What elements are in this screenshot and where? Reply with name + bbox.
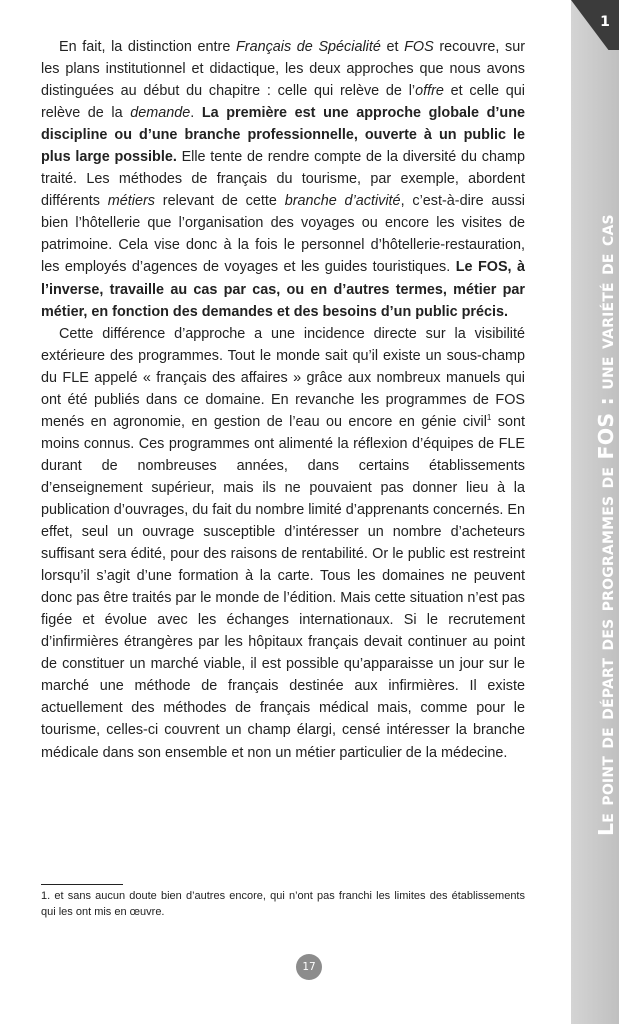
chapter-number: 1	[600, 14, 610, 30]
footnote-rule	[41, 884, 123, 885]
body-text	[41, 36, 525, 764]
italic-run: FOS	[404, 39, 434, 55]
text-run: .	[190, 105, 202, 122]
text-run: , c’est-à-dire aussi bien l’hôtellerie que l’organisation des voyages ou encore les visites de patrimoine. Cela vise donc à la fois le personnel d’hôtellerie-restauration, les employés d’agences de voyages et les guides touristiques.	[41, 193, 526, 276]
italic-run: Français de Spécialité	[235, 39, 381, 55]
text-run: et	[380, 39, 405, 55]
text-run: En fait, la distinction entre	[59, 39, 236, 55]
italic-run: branche d’activité	[284, 193, 401, 210]
italic-run: demande	[130, 105, 191, 122]
text-run: relevant de cette	[154, 193, 285, 210]
italic-run: offre	[415, 83, 444, 100]
bold-run: Le FOS, à l’inverse, travaille au cas par cas, ou en d’autres termes, métier par métier, en fonction des demandes et des besoins d’un public précis.	[41, 259, 526, 320]
footnote: 1. et sans aucun doute bien d’autres encore, qui n’ont pas franchi les limites des établissements qui les ont mis en œuvre.	[41, 890, 525, 918]
text-run: recouvre, sur les plans institutionnel et didactique, les deux approches que nous avons distinguées au début du chapitre : celle qui relève de l’	[41, 39, 525, 100]
text-run: sont moins connus. Ces programmes ont alimenté la réflexion d’équipes de FLE durant de nombreuses années, dans certains établissements d’enseignement supérieur, mais ils ne pouvaient pas donner lieu à la publication d’ouvrages, du fait du nombre limité d’apprenants concernés. En effet, seul un ouvrage susceptible d’intéresser un nombre d’acheteurs suffisant sera édité, pour des raisons de rentabilité. Or le public est restreint lorsqu’il s’agit d’une formation à la carte. Tous les domaines ne peuvent donc pas être traités par le monde de l’édition. Mais cette situation n’est pas figée et évolue avec les échanges internationaux. Si le recrutement d’infirmières étrangères par les hôpitaux français devait continuer au point de constituer un marché viable, il est possible qu’apparaisse un jour sur le marché une méthode de français destinée aux infirmières. Il existe actuellement des méthodes de français médical mais, comme pour le tourisme, celles-ci couvrent un champ élargi, censé intéresser la branche médicale dans son ensemble et non un métier particulier de la médecine.	[41, 413, 525, 761]
page-number: 17	[296, 954, 322, 980]
italic-run: métiers	[107, 193, 155, 210]
bold-run: La première est une approche globale d’une discipline ou d’une branche professionnelle, ouverte à un public le plus large possible.	[41, 105, 525, 166]
paragraph-1	[41, 36, 525, 323]
text-run: Elle tente de rendre compte de la diversité du champ traité. Les méthodes de français du tourisme, par exemple, abordent différents	[41, 149, 525, 210]
text-run: Cette différence d’approche a une incidence directe sur la visibilité extérieure des programmes. Tout le monde sait qu’il existe un sous-champ du FLE appelé « français des affaires » grâce aux nombreux manuels qui ont été publiés dans ce domaine. En revanche les programmes de FOS menés en agronomie, en gestion de l’eau ou encore en génie civil	[41, 325, 525, 430]
text-run: et celle qui relève de la	[41, 83, 525, 122]
footnote-ref[interactable]: 1	[486, 413, 492, 422]
chapter-side-title: Le point de départ des programmes de FOS : une variété de cas	[594, 214, 618, 836]
paragraph-2	[41, 323, 525, 764]
